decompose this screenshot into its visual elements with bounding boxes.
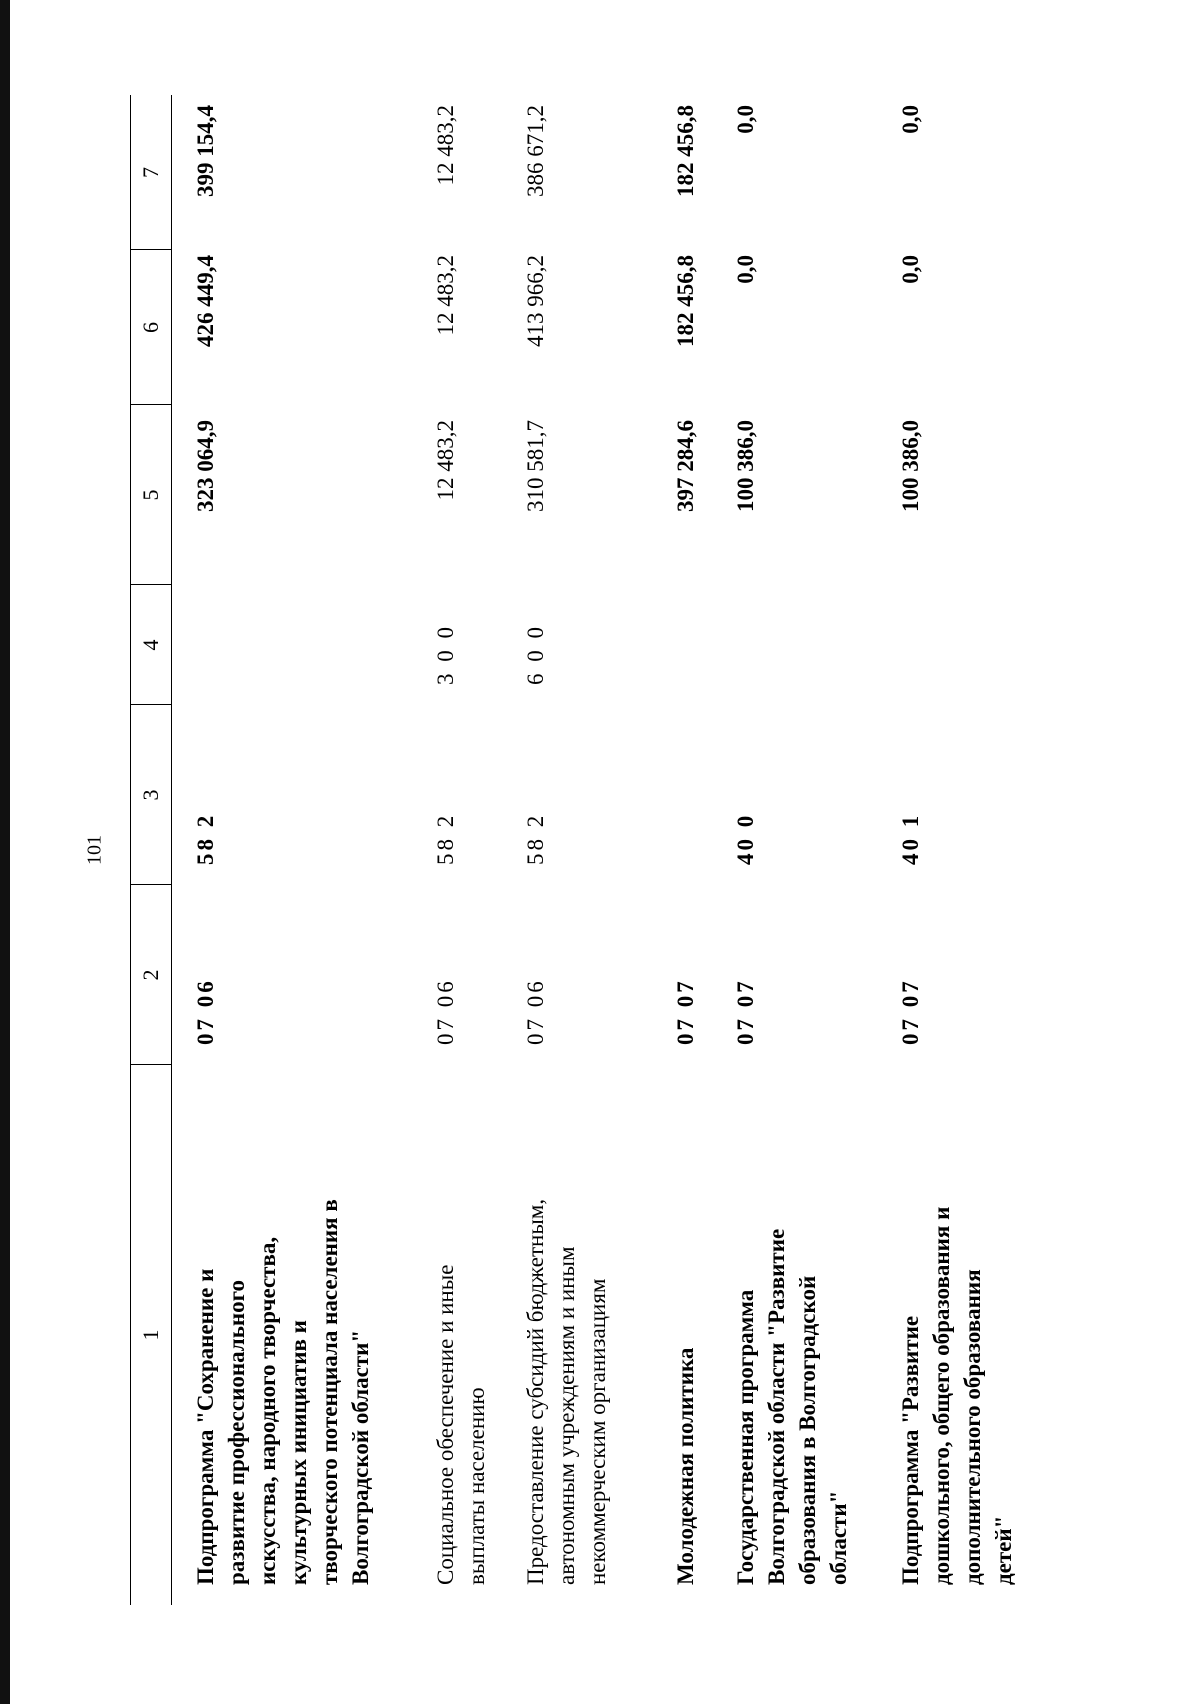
row-amount-col5: 100 386,0 <box>733 420 758 512</box>
row-amount-col7: 12 483,2 <box>433 105 458 186</box>
row-name: Предоставление субсидий бюджетным, автономным учреждениям и иным некоммерческим организациям <box>523 1198 610 1585</box>
table-header-row <box>130 95 172 1605</box>
row-amount-col6: 12 483,2 <box>433 255 458 336</box>
row-amount-col5: 12 483,2 <box>433 420 458 501</box>
row-amount-col6: 182 456,8 <box>673 255 698 347</box>
header-col-3: 3 <box>138 789 163 801</box>
row-amount-col7: 182 456,8 <box>673 105 698 197</box>
row-section-code: 07 06 <box>433 978 458 1045</box>
row-section-code: 07 07 <box>898 978 923 1045</box>
row-program-code: 40 1 <box>898 812 923 865</box>
row-amount-col7: 386 671,2 <box>523 105 548 197</box>
row-name: Молодежная политика <box>673 1347 698 1585</box>
row-program-code: 58 2 <box>523 812 548 865</box>
row-amount-col7: 399 154,4 <box>193 105 218 197</box>
row-program-code: 58 2 <box>433 812 458 865</box>
row-name: Государственная программа Волгоградской области "Развитие образования в Волгоградской области" <box>733 1228 851 1585</box>
row-amount-col7: 0,0 <box>733 105 758 134</box>
row-program-code: 40 0 <box>733 812 758 865</box>
row-section-code: 07 06 <box>193 978 218 1045</box>
row-name: Подпрограмма "Сохранение и развитие профессионального искусства, народного творчества, культурных инициатив и творческого потенциала населения в Волгоградской области" <box>193 1199 373 1585</box>
row-amount-col6: 413 966,2 <box>523 255 548 347</box>
row-amount-col6: 0,0 <box>898 255 923 284</box>
budget-table <box>130 95 1016 1605</box>
page-number: 101 <box>83 835 106 865</box>
row-amount-col5: 310 581,7 <box>523 420 548 512</box>
header-col-6: 6 <box>138 322 163 333</box>
header-col-1: 1 <box>138 1329 163 1341</box>
row-amount-col5: 397 284,6 <box>673 420 698 512</box>
row-amount-col5: 100 386,0 <box>898 420 923 512</box>
row-name: Социальное обеспечение и иные выплаты населению <box>433 1264 489 1585</box>
header-col-4: 4 <box>138 639 163 651</box>
header-col-5: 5 <box>138 489 163 501</box>
row-expense-type: 6 0 0 <box>523 624 548 685</box>
header-col-7: 7 <box>138 167 163 178</box>
row-amount-col7: 0,0 <box>898 105 923 134</box>
row-section-code: 07 07 <box>733 978 758 1045</box>
row-amount-col6: 426 449,4 <box>193 255 218 347</box>
row-name: Подпрограмма "Развитие дошкольного, общего образования и дополнительного образования детей" <box>898 1206 1016 1585</box>
scan-edge <box>0 0 10 1704</box>
row-section-code: 07 07 <box>673 978 698 1045</box>
header-col-2: 2 <box>138 969 163 981</box>
row-amount-col6: 0,0 <box>733 255 758 284</box>
row-section-code: 07 06 <box>523 978 548 1045</box>
row-expense-type: 3 0 0 <box>433 624 458 685</box>
row-amount-col5: 323 064,9 <box>193 420 218 512</box>
row-program-code: 58 2 <box>193 812 218 865</box>
